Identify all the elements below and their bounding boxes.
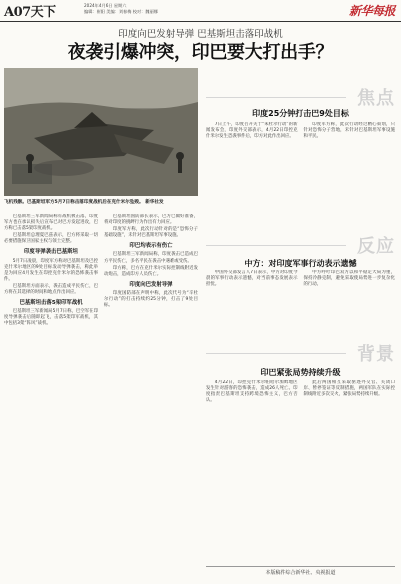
left-column	[4, 214, 98, 580]
section-divider	[206, 245, 346, 246]
paragraph: 巴基斯坦三军新闻局5月7日称，巴空军在印度导弹袭击后随即起飞，击落5架印军战机，其中包括3架“阵风”战机。	[4, 309, 98, 327]
section-title: 印巴紧张局势持续升级	[260, 368, 341, 377]
section-title: 印度25分钟打击巴9处目标	[252, 109, 349, 118]
masthead	[0, 0, 401, 22]
photo-caption: 飞机残骸。巴基斯坦军方5月7日称击落印度战机后在克什米尔坠毁。 新华社发	[4, 200, 164, 205]
section-tag: 背景	[357, 344, 395, 365]
date-line: 2024年4月6日 星期六	[84, 3, 127, 8]
headline: 夜袭引爆冲突，印巴要大打出手？	[67, 42, 334, 63]
kicker: 印度向巴发射导弹 巴基斯坦击落印战机	[118, 29, 283, 40]
middle-column	[104, 214, 198, 580]
paragraph: 5月7日凌晨，印度军方称对巴基斯坦及巴控克什米尔地区的9处目标发动导弹袭击，称此举是为回应4月发生在印控克什米尔的恐怖袭击事件。	[4, 258, 98, 282]
paragraph: 巴基斯坦国防部长表示，巴方已做好准备，将对印度的挑衅行为作出有力回应。	[104, 214, 198, 226]
subheading: 印巴均表示有伤亡	[129, 243, 173, 250]
paragraph: 中国外交部发言人7日表示，中方对印度今晨的军事行动表示遗憾，对当前事态发展表示担忧。	[206, 270, 298, 288]
header-meta	[84, 3, 158, 14]
section-divider	[206, 97, 346, 98]
source-credit: 本版稿件综合新华社、央视报道	[206, 566, 395, 576]
paragraph: 巴基斯坦总理夏巴兹表示，巴方将采取一切必要措施保卫国家主权与领土完整。	[4, 233, 98, 245]
section-tag: 焦点	[357, 88, 395, 109]
newspaper-logo: 新华每报	[348, 4, 395, 18]
wreckage-image	[4, 68, 198, 196]
news-photo	[4, 68, 198, 196]
paragraph: 中方呼吁印巴双方以和平稳定大局为重，保持冷静克制，避免采取使局势进一步复杂化的行动。	[303, 270, 395, 288]
paragraph: 此后两国相互采取驱逐外交官、关闭口岸、暂停签证等反制措施，两国军队在实际控制线附近多次交火，紧张局势持续升级。	[303, 380, 395, 398]
section-title: 中方：对印度军事行动表示遗憾	[244, 259, 357, 268]
paragraph: 巴基斯坦方面表示，袭击造成平民伤亡，巴方将在其选择的时间和地点作出回应。	[4, 283, 98, 296]
paragraph: 印度军方称，此次行动针对的是“恐怖分子基础设施”，未针对巴基斯坦军事设施。	[104, 227, 198, 239]
subheading: 巴基斯坦击落5架印军战机	[19, 300, 83, 307]
section-tag: 反应	[357, 236, 395, 257]
page-label: A07天下	[4, 5, 56, 20]
editor-line: 编辑：崔阳 美编：刘春梅 校对：魏丽娜	[84, 8, 158, 14]
paragraph: 印度军方称，此次行动经过精心策划，只针对恐怖分子营地，未针对巴基斯坦军事设施和平民。	[303, 122, 395, 140]
paragraph: 巴基斯坦三军新闻局称有战机被击落，印度军方也在承认损失后宣布已对巴方发起进攻，巴方称已击落5架印度战机。	[4, 214, 98, 232]
section-body	[206, 380, 395, 560]
subheading: 印度导弹袭击巴基斯坦	[24, 249, 78, 256]
paragraph: 印度国防部在声明中称，此次代号为“辛杜尔行动”的打击持续约25分钟，打击了9处目标。	[104, 290, 198, 309]
subheading: 印度向巴发射导弹	[129, 281, 173, 288]
paragraph: 巴基斯坦三军新闻局称，印度袭击已造成巴方平民伤亡，多名平民在袭击中遇难或受伤。	[104, 252, 198, 264]
paragraph: 印方称，巴方在克什米尔实际控制线附近发动炮击，造成印方人员伤亡。	[104, 265, 198, 277]
section-body	[206, 122, 395, 232]
paragraph: 7日上午，印度召开关于“朱杜尔行动”的新闻发布会，印度外交部表示，4月22日印控克什米尔发生恐袭事件后，印方对此作出回应。	[206, 122, 298, 140]
paragraph: 4月22日，印控克什米尔帕哈尔加姆地区发生针对游客的恐怖袭击，造成26人死亡。印度指责巴基斯坦支持跨境恐怖主义，巴方否认。	[206, 380, 298, 404]
section-body	[206, 270, 395, 348]
section-divider	[206, 353, 346, 354]
